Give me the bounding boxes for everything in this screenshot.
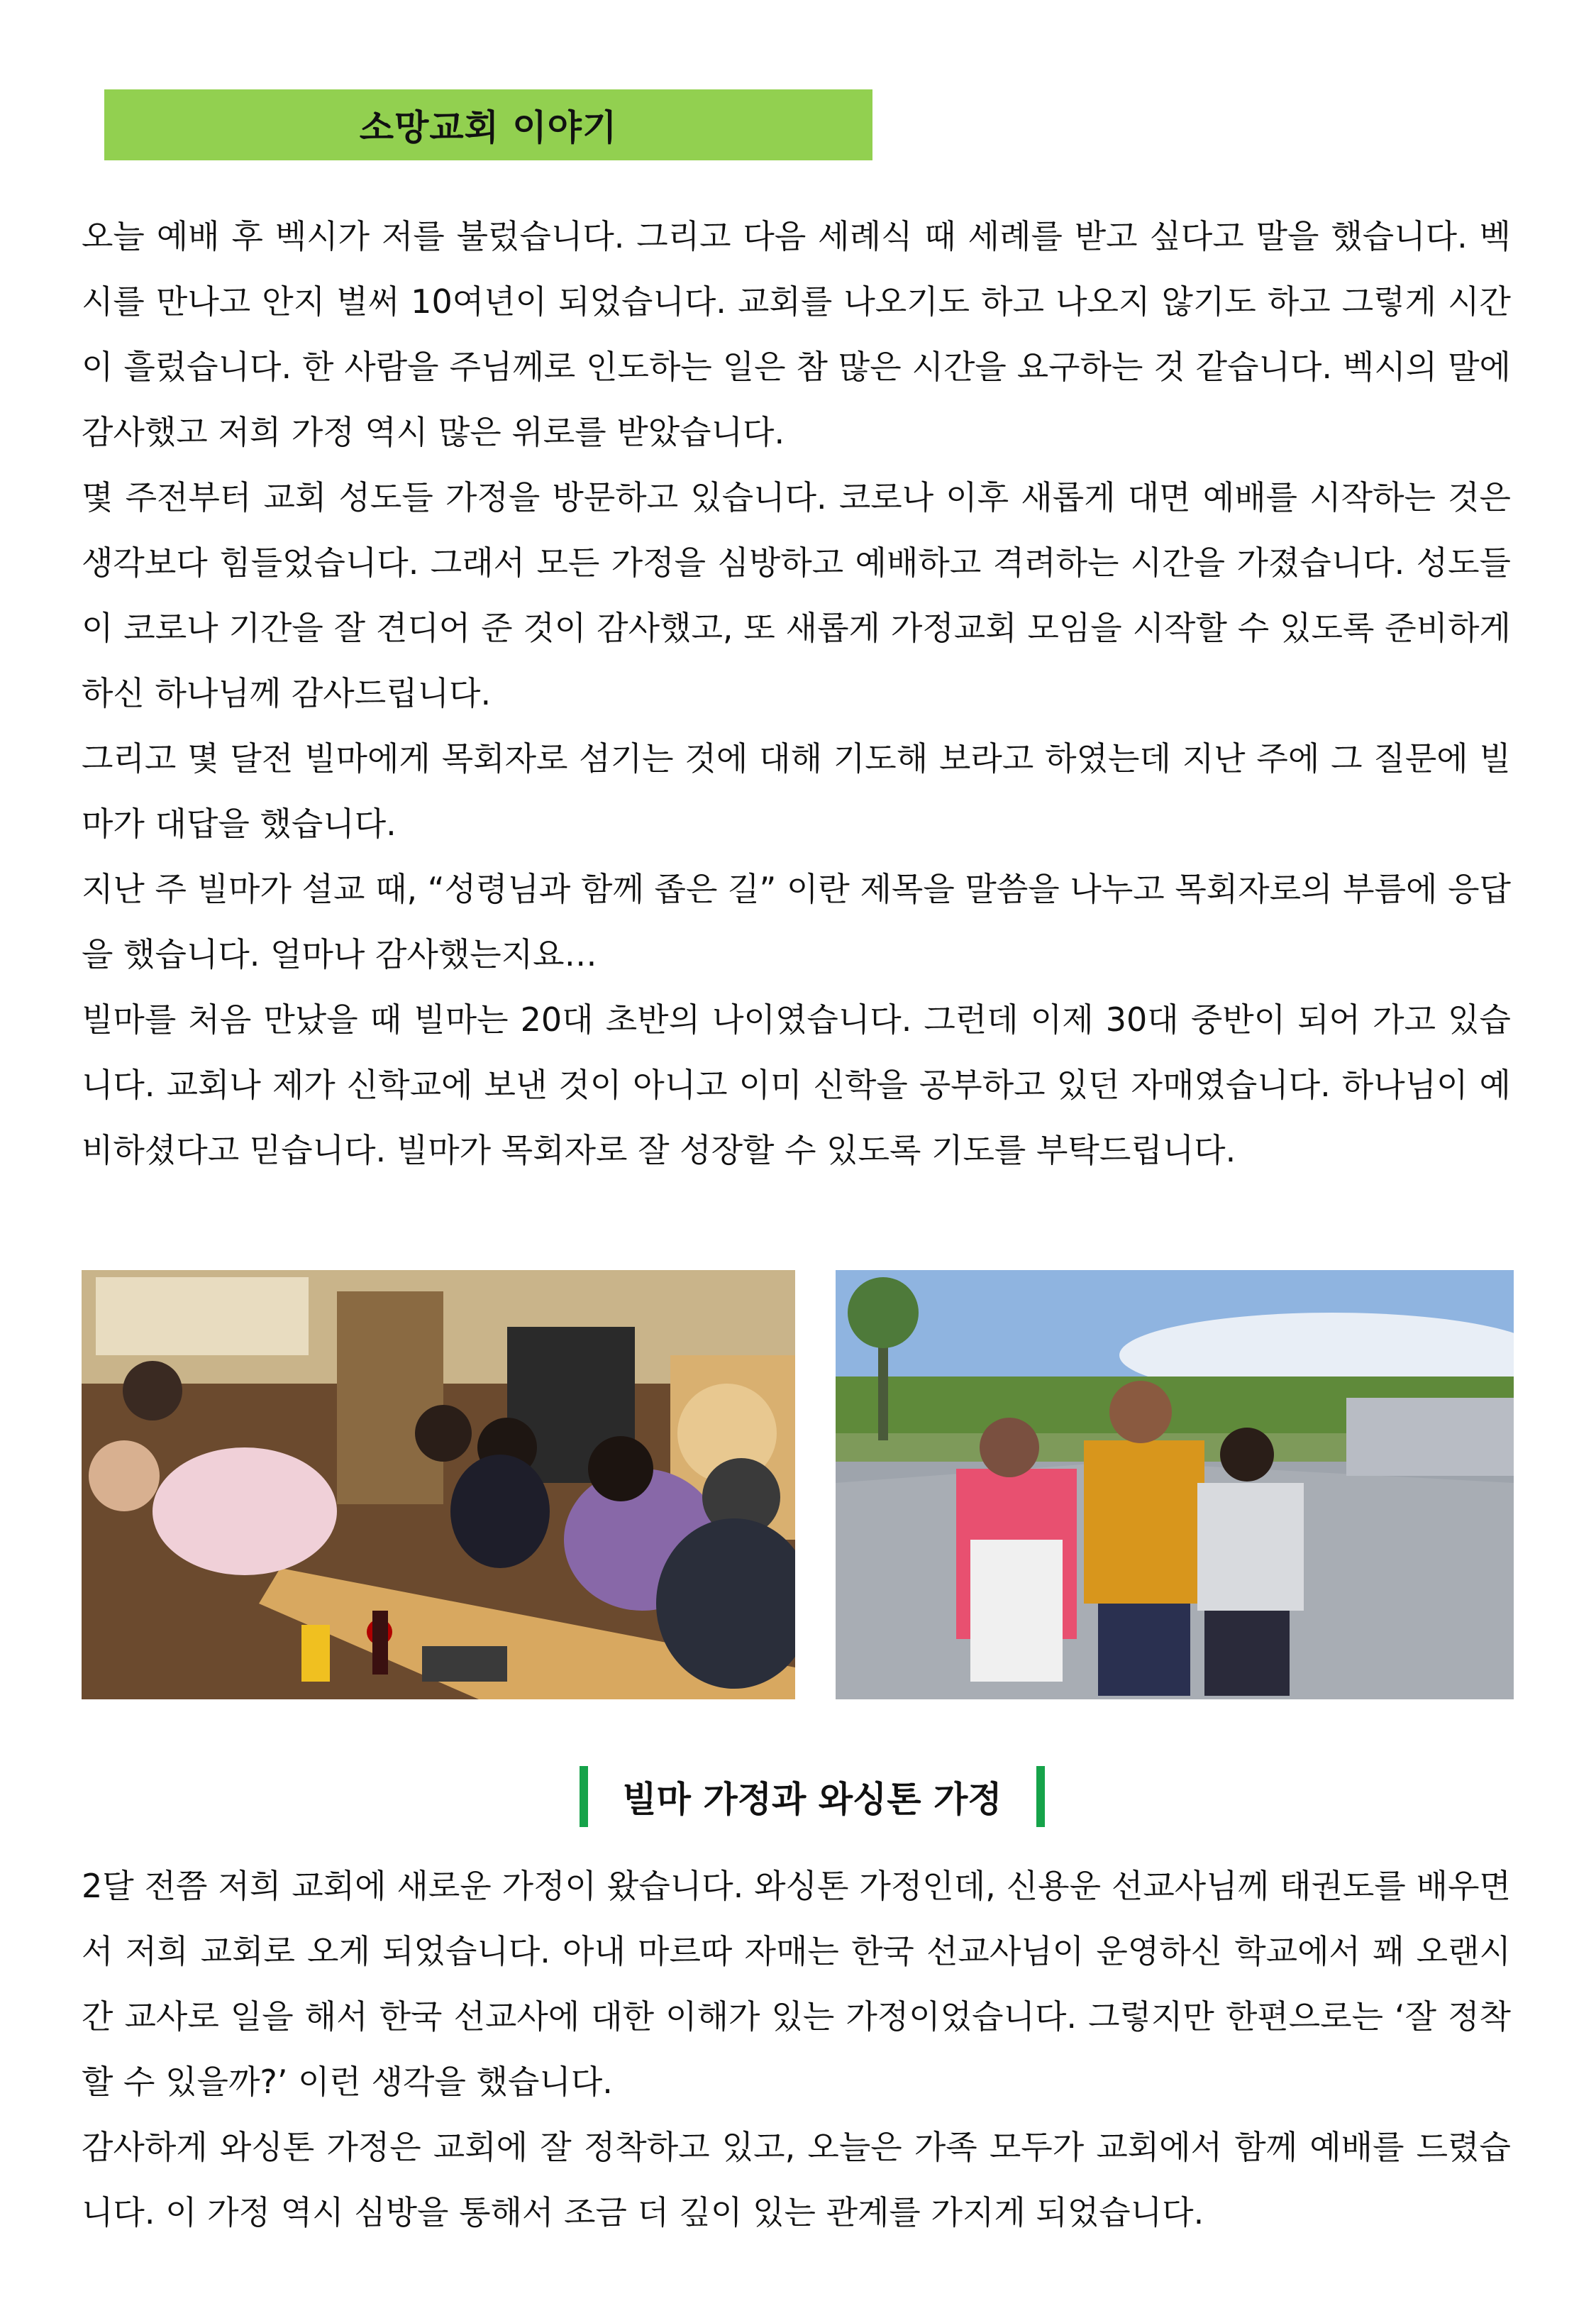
subsection-title: 빌마 가정과 와싱톤 가정 — [622, 1779, 1002, 1820]
section2-body — [82, 1853, 1511, 2245]
paragraph: 2달 전쯤 저희 교회에 새로운 가정이 왔습니다. 와싱톤 가정인데, 신용운 선교사님께 태권도를 배우면서 저희 교회로 오게 되었습니다. 아내 마르따 자매는 한국 선교사님이 운영하신 학교에서 꽤 오랜시간 교사로 일을 해서 한국 선교사에 대한 이해가 있는 가정이었습니다. 그렇지만 한편으로는 ‘잘 정착할 수 있을까?’ 이런 생각을 했습니다. — [82, 1867, 1511, 2101]
street-three-people-photo — [836, 1270, 1514, 1699]
paragraph: 그리고 몇 달전 빌마에게 목회자로 섬기는 것에 대해 기도해 보라고 하였는데 지난 주에 그 질문에 빌마가 대답을 했습니다. — [82, 739, 1511, 843]
section-title: 소망교회 이야기 — [359, 107, 618, 148]
section1-body — [82, 204, 1511, 1183]
paragraph: 오늘 예배 후 벡시가 저를 불렀습니다. 그리고 다음 세례식 때 세례를 받고 싶다고 말을 했습니다. 벡시를 만나고 안지 벌써 10여년이 되었습니다. 교회를 나오기도 하고 나오지 않기도 하고 그렇게 시간이 흘렀습니다. 한 사람을 주님께로 인도하는 일은 참 많은 시간을 요구하는 것 같습니다. 벡시의 말에 감사했고 저희 가정 역시 많은 위로를 받았습니다. — [82, 217, 1511, 451]
left-accent-bar — [580, 1766, 588, 1827]
paragraph: 지난 주 빌마가 설교 때, “성령님과 함께 좁은 길” 이란 제목을 말씀을 나누고 목회자로의 부름에 응답을 했습니다. 얼마나 감사했는지요… — [82, 870, 1511, 973]
restaurant-group-photo — [82, 1270, 795, 1699]
subsection-heading — [578, 1765, 1046, 1828]
paragraph: 빌마를 처음 만났을 때 빌마는 20대 초반의 나이였습니다. 그런데 이제 30대 중반이 되어 가고 있습니다. 교회나 제가 신학교에 보낸 것이 아니고 이미 신학을 공부하고 있던 자매였습니다. 하나님이 예비하셨다고 믿습니다. 빌마가 목회자로 잘 성장할 수 있도록 기도를 부탁드립니다. — [82, 1000, 1511, 1169]
section-title-banner — [104, 89, 872, 160]
right-accent-bar — [1036, 1766, 1045, 1827]
paragraph: 감사하게 와싱톤 가정은 교회에 잘 정착하고 있고, 오늘은 가족 모두가 교회에서 함께 예배를 드렸습니다. 이 가정 역시 심방을 통해서 조금 더 깊이 있는 관계를 가지게 되었습니다. — [82, 2128, 1511, 2231]
paragraph: 몇 주전부터 교회 성도들 가정을 방문하고 있습니다. 코로나 이후 새롭게 대면 예배를 시작하는 것은 생각보다 힘들었습니다. 그래서 모든 가정을 심방하고 예배하고 격려하는 시간을 가졌습니다. 성도들이 코로나 기간을 잘 견디어 준 것이 감사했고, 또 새롭게 가정교회 모임을 시작할 수 있도록 준비하게 하신 하나님께 감사드립니다. — [82, 478, 1511, 712]
